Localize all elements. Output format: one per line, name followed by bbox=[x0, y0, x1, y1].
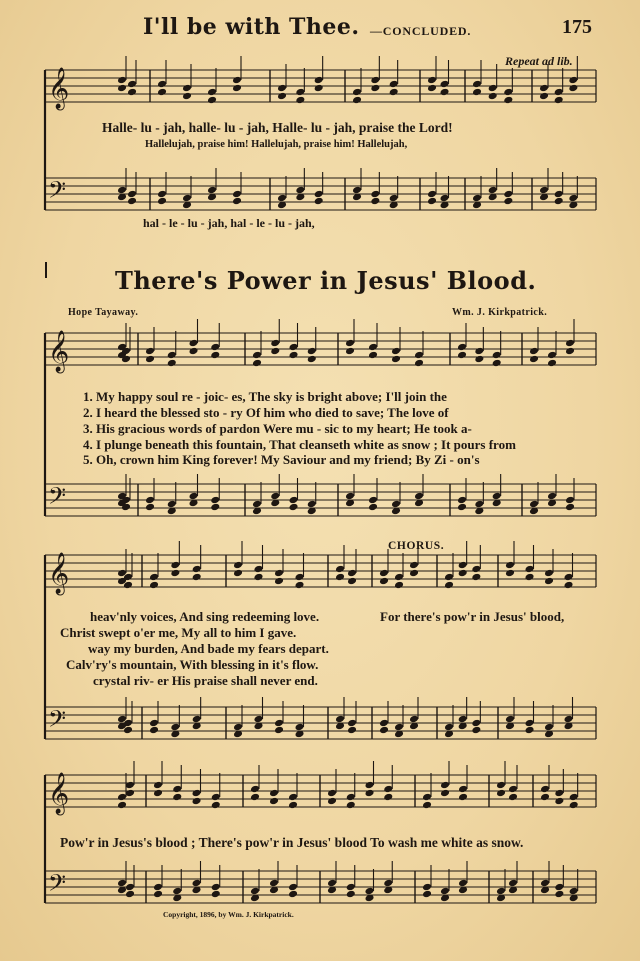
verse-1-line-2: heav'nly voices, And sing redeeming love. bbox=[90, 609, 320, 624]
note-head bbox=[383, 793, 393, 802]
note-head bbox=[368, 351, 378, 360]
note-head bbox=[471, 726, 481, 735]
note-head bbox=[427, 84, 437, 93]
note-head bbox=[471, 573, 481, 582]
note-head bbox=[554, 96, 564, 105]
note-head bbox=[554, 890, 564, 899]
note-head bbox=[145, 355, 155, 364]
note-head bbox=[254, 573, 264, 582]
note-head bbox=[346, 801, 356, 810]
note-head bbox=[352, 96, 362, 105]
note-head bbox=[167, 359, 177, 368]
note-head bbox=[409, 569, 419, 578]
note-head bbox=[544, 577, 554, 586]
note-head bbox=[157, 88, 167, 97]
note-head bbox=[250, 793, 260, 802]
note-head bbox=[365, 789, 375, 798]
copyright-notice: Copyright, 1896, by Wm. J. Kirkpatrick. bbox=[163, 910, 294, 919]
note-head bbox=[127, 88, 137, 97]
system-4-treble-clef: 𝄞 bbox=[48, 773, 70, 814]
note-head bbox=[529, 355, 539, 364]
note-head bbox=[505, 569, 515, 578]
note-head bbox=[394, 581, 404, 590]
note-head bbox=[289, 503, 299, 512]
note-head bbox=[149, 581, 159, 590]
note-head bbox=[210, 351, 220, 360]
note-head bbox=[488, 92, 498, 101]
note-head bbox=[274, 726, 284, 735]
chorus-label: CHORUS. bbox=[388, 540, 445, 552]
note-head bbox=[565, 503, 575, 512]
note-head bbox=[472, 88, 482, 97]
note-head bbox=[335, 573, 345, 582]
verse-3-line-2: way my burden, And bade my fears depart. bbox=[88, 641, 329, 656]
note-head bbox=[192, 797, 202, 806]
note-head bbox=[274, 577, 284, 586]
note-head bbox=[314, 197, 324, 206]
note-head bbox=[346, 890, 356, 899]
song-lyricist: Hope Tayaway. bbox=[68, 307, 139, 318]
note-head bbox=[269, 797, 279, 806]
note-head bbox=[427, 197, 437, 206]
note-head bbox=[295, 581, 305, 590]
note-head bbox=[145, 503, 155, 512]
chorus-line-2: Pow'r in Jesus's blood ; There's pow'r in Jesus' blood To wash me white as snow. bbox=[60, 835, 524, 850]
note-head bbox=[414, 359, 424, 368]
note-head bbox=[295, 96, 305, 105]
note-head bbox=[440, 789, 450, 798]
note-head bbox=[444, 581, 454, 590]
note-head bbox=[172, 793, 182, 802]
note-head bbox=[170, 569, 180, 578]
note-head bbox=[125, 890, 135, 899]
note-head bbox=[457, 351, 467, 360]
note-head bbox=[182, 92, 192, 101]
note-head bbox=[232, 197, 242, 206]
note-head bbox=[149, 726, 159, 735]
system-4-bass-clef: 𝄢 bbox=[48, 869, 67, 902]
note-head bbox=[569, 801, 579, 810]
system-2-treble-clef: 𝄞 bbox=[48, 331, 70, 372]
note-head bbox=[508, 793, 518, 802]
verse-4-line-2: Calv'ry's mountain, With blessing in it's flow. bbox=[66, 657, 319, 672]
note-head bbox=[547, 359, 557, 368]
note-head bbox=[117, 801, 127, 810]
verse-1-line-1: 1. My happy soul re - joic- es, The sky is bright above; I'll join the bbox=[83, 389, 447, 404]
note-head bbox=[314, 84, 324, 93]
note-head bbox=[554, 797, 564, 806]
note-head bbox=[525, 573, 535, 582]
verse-5-line-1: 5. Oh, crown him King forever! My Saviour and my friend; By Zi - on's bbox=[83, 452, 480, 467]
note-head bbox=[525, 726, 535, 735]
note-head bbox=[564, 581, 574, 590]
note-head bbox=[379, 726, 389, 735]
note-head bbox=[503, 96, 513, 105]
note-head bbox=[189, 347, 199, 356]
note-head bbox=[288, 890, 298, 899]
page-number: 175 bbox=[562, 16, 592, 38]
note-head bbox=[554, 197, 564, 206]
note-head bbox=[211, 890, 221, 899]
system-3-treble-clef: 𝄞 bbox=[48, 553, 70, 594]
note-head bbox=[127, 197, 137, 206]
note-head bbox=[157, 197, 167, 206]
note-head bbox=[307, 355, 317, 364]
note-head bbox=[389, 88, 399, 97]
note-head bbox=[370, 197, 380, 206]
note-head bbox=[458, 569, 468, 578]
note-head bbox=[289, 351, 299, 360]
repeat-instruction: Repeat ad lib. bbox=[505, 54, 573, 68]
song-composer: Wm. J. Kirkpatrick. bbox=[452, 307, 548, 318]
system-1-bass-clef: 𝄢 bbox=[48, 176, 67, 209]
header-concluded: —CONCLUDED. bbox=[370, 24, 472, 38]
concluded-lyric-bass: hal - le - lu - jah, hal - le - lu - jah, bbox=[143, 216, 315, 230]
note-head bbox=[458, 793, 468, 802]
note-head bbox=[422, 890, 432, 899]
note-head bbox=[457, 503, 467, 512]
note-head bbox=[210, 503, 220, 512]
note-head bbox=[327, 797, 337, 806]
note-head bbox=[370, 84, 380, 93]
note-head bbox=[379, 577, 389, 586]
note-head bbox=[211, 801, 221, 810]
note-head bbox=[288, 801, 298, 810]
note-head bbox=[347, 726, 357, 735]
concluded-lyric-main: Halle- lu - jah, halle- lu - jah, Halle- lu - jah, praise the Lord! bbox=[102, 120, 453, 135]
header-title: I'll be with Thee. bbox=[143, 14, 360, 40]
note-head bbox=[233, 569, 243, 578]
note-head bbox=[347, 577, 357, 586]
note-head bbox=[277, 92, 287, 101]
system-2-bass-clef: 𝄢 bbox=[48, 482, 67, 515]
concluded-lyric-alto: Hallelujah, praise him! Hallelujah, praise him! Hallelujah, bbox=[145, 139, 408, 150]
note-head bbox=[207, 96, 217, 105]
note-head bbox=[540, 793, 550, 802]
note-head bbox=[503, 197, 513, 206]
note-head bbox=[252, 359, 262, 368]
note-head bbox=[117, 84, 127, 93]
chorus-line-1: For there's pow'r in Jesus' blood, bbox=[380, 609, 565, 624]
verse-3-line-1: 3. His gracious words of pardon Were mu - sic to my heart; He took a- bbox=[83, 421, 472, 436]
verse-2-line-1: 2. I heard the blessed sto - ry Of him who died to save; The love of bbox=[83, 405, 449, 420]
note-head bbox=[440, 88, 450, 97]
note-head bbox=[474, 355, 484, 364]
verse-2-line-2: Christ swept o'er me, My all to him I gave. bbox=[60, 625, 297, 640]
song-title: There's Power in Jesus' Blood. bbox=[115, 266, 537, 295]
note-head bbox=[153, 789, 163, 798]
note-head bbox=[368, 503, 378, 512]
note-head bbox=[492, 359, 502, 368]
note-head bbox=[270, 347, 280, 356]
note-head bbox=[422, 801, 432, 810]
note-head bbox=[565, 347, 575, 356]
note-head bbox=[496, 789, 506, 798]
verse-4-line-1: 4. I plunge beneath this fountain, That cleanseth white as snow ; It pours from bbox=[83, 437, 516, 452]
note-head bbox=[391, 355, 401, 364]
note-head bbox=[232, 84, 242, 93]
note-head bbox=[153, 890, 163, 899]
note-head bbox=[345, 347, 355, 356]
note-head bbox=[539, 92, 549, 101]
verse-5-line-2: crystal riv- er His praise shall never end. bbox=[93, 673, 318, 688]
system-1-treble-clef: 𝄞 bbox=[48, 68, 70, 109]
note-head bbox=[568, 84, 578, 93]
note-head bbox=[192, 573, 202, 582]
system-3-bass-clef: 𝄢 bbox=[48, 705, 67, 738]
